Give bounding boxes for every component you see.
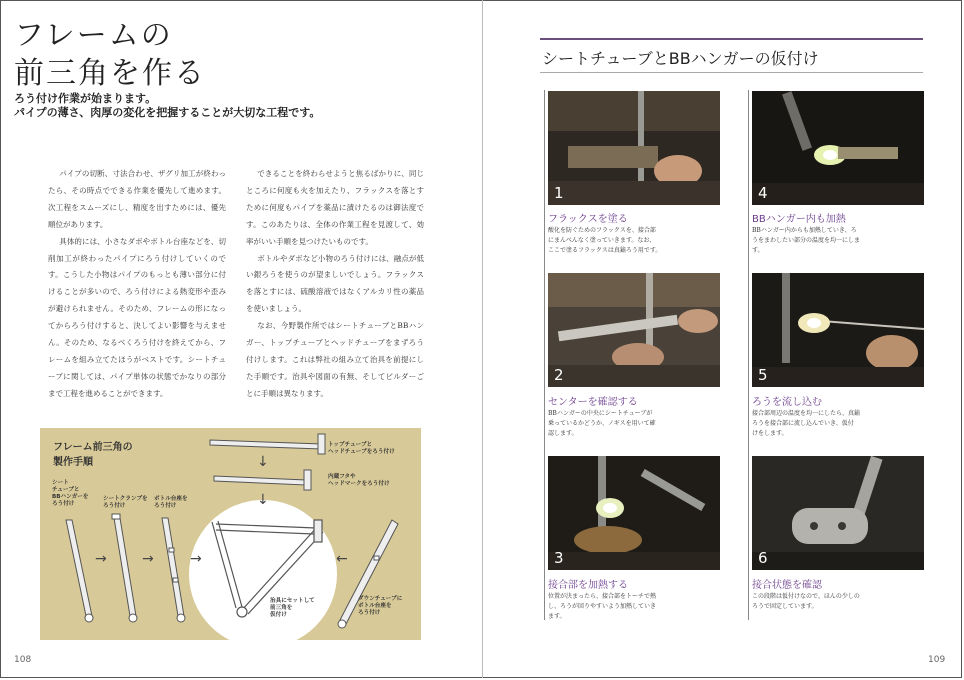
step-photo-6 [752,456,924,570]
body-paragraph: ボトルやダボなど小物のろう付けには、融点が低い銀ろうを使うのが望ましいでしょう。フラックスを落とすには、硫酸溶液ではなくアルカリ性の薬品を使いましょう。 [246,253,424,314]
photo-torch-heat [548,456,720,570]
step-body-3 [548,592,676,622]
note-seat-tube: シート チューブと BBハンガーを ろう付け [52,480,89,507]
step-body-line: うをまわしたい部分の温度を均一にしま [752,237,861,244]
page-title-line2: 前三角を作る [14,56,206,91]
step-title-4: BBハンガー内も加熱 [752,214,846,225]
step-body-line: この段階は仮付けなので、ほんの少しの [752,593,860,600]
page-number-right: 109 [928,655,946,665]
body-paragraph: 具体的には、小さなダボやボトル台座などを、切削加工が終わったパイプにろう付けしていくのです。こうした小物はパイプのもっとも薄い部分に付けることが多いので、ろう付けによる熱変形や歪みが避けられません。そのため、フレームの形になってからろう付けすると、決してよい影響を与えません。そのため、なるべくろう付けを終えてから、フレームを組み立てたほうがベストです。シートチューブに関しては、パイプ単体の状態でかなりの部分まで工程を進めることができます。 [48,236,226,398]
step-body-line: 接合部周辺の温度を均一にしたら、真鍮 [752,410,861,417]
step-title-6: 接合状態を確認 [752,580,822,591]
note-head-lug: 内蔵フタや ヘッドマークをろう付け [328,474,390,487]
note-bottle-mount: ボトル台座を ろう付け [154,496,188,509]
body-column-2 [246,166,424,403]
lead-line: パイプの薄さ、肉厚の変化を把握することが大切な工程です。 [14,106,321,119]
diagram-title-line: 製作手順 [53,457,93,468]
step-body-line: 乗っているかどうか、ノギスを用いて確 [548,420,656,427]
step-photo-5 [752,273,924,387]
step-body-line: 酸化を防ぐためのフラックスを、接合部 [548,227,656,234]
step-number: 3 [554,549,564,567]
step-title-5: ろうを流し込む [752,397,822,408]
step-title-1: フラックスを塗る [548,214,628,225]
step-column-rule [544,90,545,620]
page-title-line1: フレームの [14,18,173,53]
step-title-2: センターを確認する [548,397,638,408]
page-number-left: 108 [14,655,32,665]
step-number: 2 [554,366,564,384]
step-body-line: にまんべんなく塗っていきます。なお、 [548,237,656,244]
step-body-line: 位置が決まったら、接合部をトーチで熱 [548,593,657,600]
section-title: シートチューブとBBハンガーの仮付け [542,49,819,68]
step-number: 4 [758,184,768,202]
title-rule-bottom [540,72,923,73]
body-paragraph: できることを終わらせようと焦るばかりに、同じところに何度も火を加えたり、フラックスを落とすために何度もパイプを薬品に漬けたるのは御法度です。このあたりは、全体の作業工程を見渡して、効率がいい手順を見つけたいものです。 [246,169,424,246]
step-body-4 [752,226,880,256]
photo-flux [548,91,720,205]
step-body-2 [548,409,676,439]
step-body-line: ます。 [548,613,566,620]
arrow-glyph: ↓ [257,454,269,470]
arrow-glyph: → [95,551,107,567]
step-photo-2 [548,273,720,387]
note-top-tube: トップチューブと ヘッドチューブをろう付け [328,442,395,455]
step-body-line: BBハンガー内からも加熱していき、ろ [752,227,857,234]
step-number: 5 [758,366,768,384]
step-photo-3 [548,456,720,570]
diagram-title [53,440,133,470]
step-photo-1 [548,91,720,205]
step-body-5 [752,409,880,439]
photo-joint-check [752,456,924,570]
step-body-line: BBハンガーの中央にシートチューブが [548,410,653,417]
step-photo-4 [752,91,924,205]
photo-brazing-rod [752,273,924,387]
lead-line: ろう付け作業が始まります。 [14,92,157,105]
photo-bb-heat [752,91,924,205]
body-paragraph: なお、今野製作所ではシートチューブとBBハンガー、トップチューブとヘッドチューブをまずろう付けします。これは弊社の組み立て治具を前提にした手順です。治具や図面の有無、そしてビルダーごとに手順は異なります。 [246,321,424,398]
lead-text [14,92,320,120]
arrow-glyph: → [142,551,154,567]
arrow-glyph: → [190,551,202,567]
note-seat-clamp: シートクランプを ろう付け [103,496,148,509]
arrow-glyph: ↓ [257,492,269,508]
note-down-tube: ダウンチューブに ボトル台座を ろう付け [358,596,403,616]
step-body-line: す。 [752,247,764,254]
title-rule-top [540,38,923,40]
step-body-line: ろうで固定しています。 [752,603,818,610]
step-body-6 [752,592,880,612]
photo-caliper [548,273,720,387]
step-number: 1 [554,184,564,202]
step-body-1 [548,226,676,256]
diagram-title-line: フレーム前三角の [53,442,133,453]
step-body-line: ここで塗るフラックスは真鍮ろう用です。 [548,247,662,254]
step-body-line: けをします。 [752,430,788,437]
page-gutter [482,0,483,678]
step-body-line: 認します。 [548,430,578,437]
step-number: 6 [758,549,768,567]
body-paragraph: パイプの切断、寸法合わせ、ザグリ加工が終わったら、その時点でできる作業を優先して進めます。次工程をスムーズにし、精度を出すためには、優先順位があります。 [48,169,226,229]
step-title-3: 接合部を加熱する [548,580,628,591]
procedure-diagram [40,428,421,640]
step-body-line: ろうを接合部に流し込んでいき、仮付 [752,420,854,427]
body-column-1 [48,166,226,403]
step-column-rule [748,90,749,620]
note-jig: 治具にセットして 前三角を 仮付け [270,598,315,618]
step-body-line: し、ろうが回りやすいよう加熱していき [548,603,657,610]
arrow-glyph: ← [336,551,348,567]
